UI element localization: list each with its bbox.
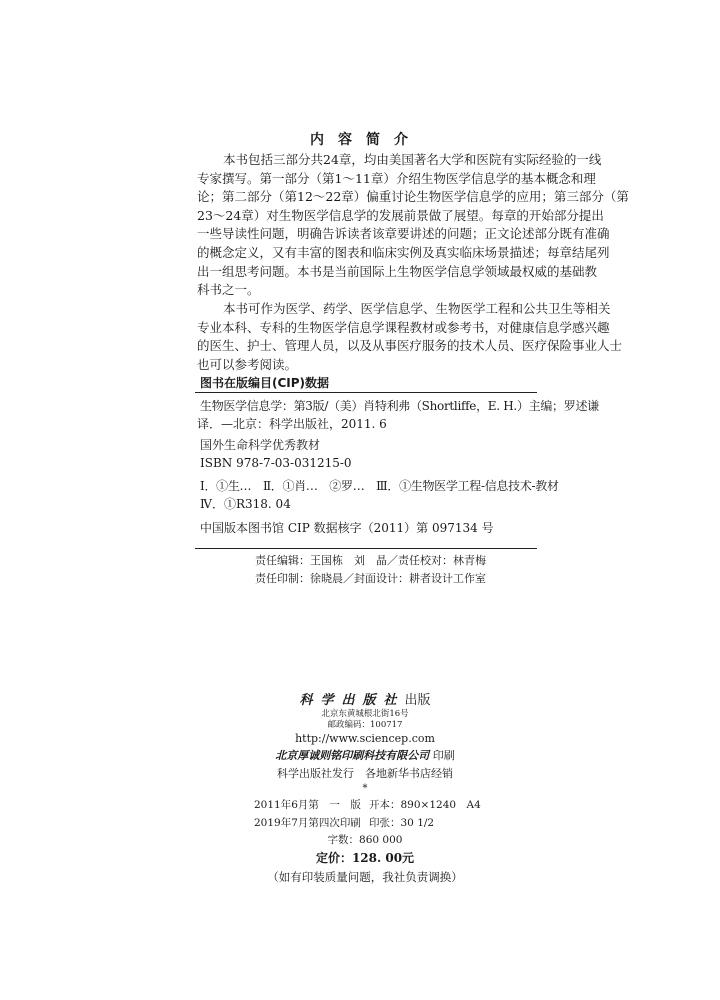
cip-number: 中国版本图书馆 CIP 数据核字（2011）第 097134 号 — [200, 521, 494, 535]
summary-para-2 — [197, 300, 623, 374]
printer-suffix: 印刷 — [432, 749, 455, 762]
postcode: 邮政编码：100717 — [327, 720, 403, 730]
text-line: 出一组思考问题。本书是当前国际上生物医学信息学领域最权威的基础教 — [197, 263, 598, 279]
divider — [195, 392, 537, 393]
publisher-logo: 科学出版社 — [299, 693, 405, 708]
cip-isbn: ISBN 978-7-03-031215-0 — [200, 456, 352, 470]
distribution: 科学出版社发行 各地新华书店经销 — [277, 767, 453, 780]
credits-editors: 责任编辑：王国栋 刘 晶／责任校对：林青梅 — [255, 554, 486, 567]
format: 开本：890×1240 A4 — [369, 799, 481, 811]
price: 定价：128. 00元 — [315, 851, 415, 865]
printer-logo: 北京厚诚则铭印刷科技有限公司 — [275, 749, 430, 762]
separator-star: * — [362, 783, 368, 794]
cip-block — [197, 397, 599, 537]
publisher-address: 北京东黄城根北街16号 — [321, 709, 409, 719]
cip-record-cont: 译．—北京：科学出版社，2011. 6 — [197, 417, 387, 431]
text-line: 23～24章）对生物医学信息学的发展前景做了展望。每章的开始部分提出 — [197, 207, 604, 223]
text-line: 也可以参考阅读。 — [197, 356, 298, 372]
cip-classification: Ⅰ．①生… Ⅱ．①肖… ②罗… Ⅲ．①生物医学工程-信息技术-教材 — [200, 479, 559, 493]
text-line: 论；第二部分（第12～22章）偏重讨论生物医学信息学的应用；第三部分（第 — [197, 189, 629, 205]
printing: 2019年7月第四次印刷 — [254, 817, 361, 829]
text-line: 的概念定义，又有丰富的图表和临床实例及真实临床场景描述；每章结尾列 — [197, 244, 610, 260]
text-line: 专业本科、专科的生物医学信息学课程教材或参考书，对健康信息学感兴趣 — [197, 319, 610, 335]
summary-title-wrap — [197, 129, 535, 149]
imprint — [240, 692, 490, 886]
cip-record: 生物医学信息学：第3版/（美）肖特利弗（Shortliffe，E. H.）主编；罗述谦 — [200, 399, 599, 413]
word-count: 字数：860 000 — [327, 834, 403, 846]
credits-production: 责任印制：徐晓晨／封面设计：耕者设计工作室 — [255, 572, 486, 585]
quality-note: （如有印装质量问题，我社负责调换） — [267, 870, 463, 884]
divider — [195, 548, 537, 549]
publisher-url: http://www.sciencep.com — [295, 732, 435, 745]
cip-classification-2: Ⅳ．①R318. 04 — [200, 497, 291, 511]
text-line: 本书包括三部分共24章，均由美国著名大学和医院有实际经验的一线 — [223, 152, 602, 167]
text-line: 的医生、护士、管理人员，以及从事医疗服务的技术人员、医疗保险事业人士 — [197, 338, 623, 354]
edition: 2011年6月第 一 版 — [254, 799, 361, 811]
cip-series: 国外生命科学优秀教材 — [200, 438, 321, 452]
publisher-suffix: 出版 — [404, 693, 431, 708]
summary-title: 内容简介 — [310, 132, 422, 148]
text-line: 本书可作为医学、药学、医学信息学、生物医学工程和公共卫生等相关 — [223, 301, 611, 316]
text-line: 专家撰写。第一部分（第1～11章）介绍生物医学信息学的基本概念和理 — [197, 170, 596, 186]
cip-heading: 图书在版编目(CIP)数据 — [200, 376, 330, 390]
text-line: 一些导读性问题，明确告诉读者该章要讲述的问题；正文论述部分既有准确 — [197, 226, 610, 242]
summary-para-1 — [197, 151, 629, 300]
credits — [255, 552, 486, 588]
sheets: 印张：30 1/2 — [369, 817, 435, 829]
text-line: 科书之一。 — [197, 282, 260, 298]
